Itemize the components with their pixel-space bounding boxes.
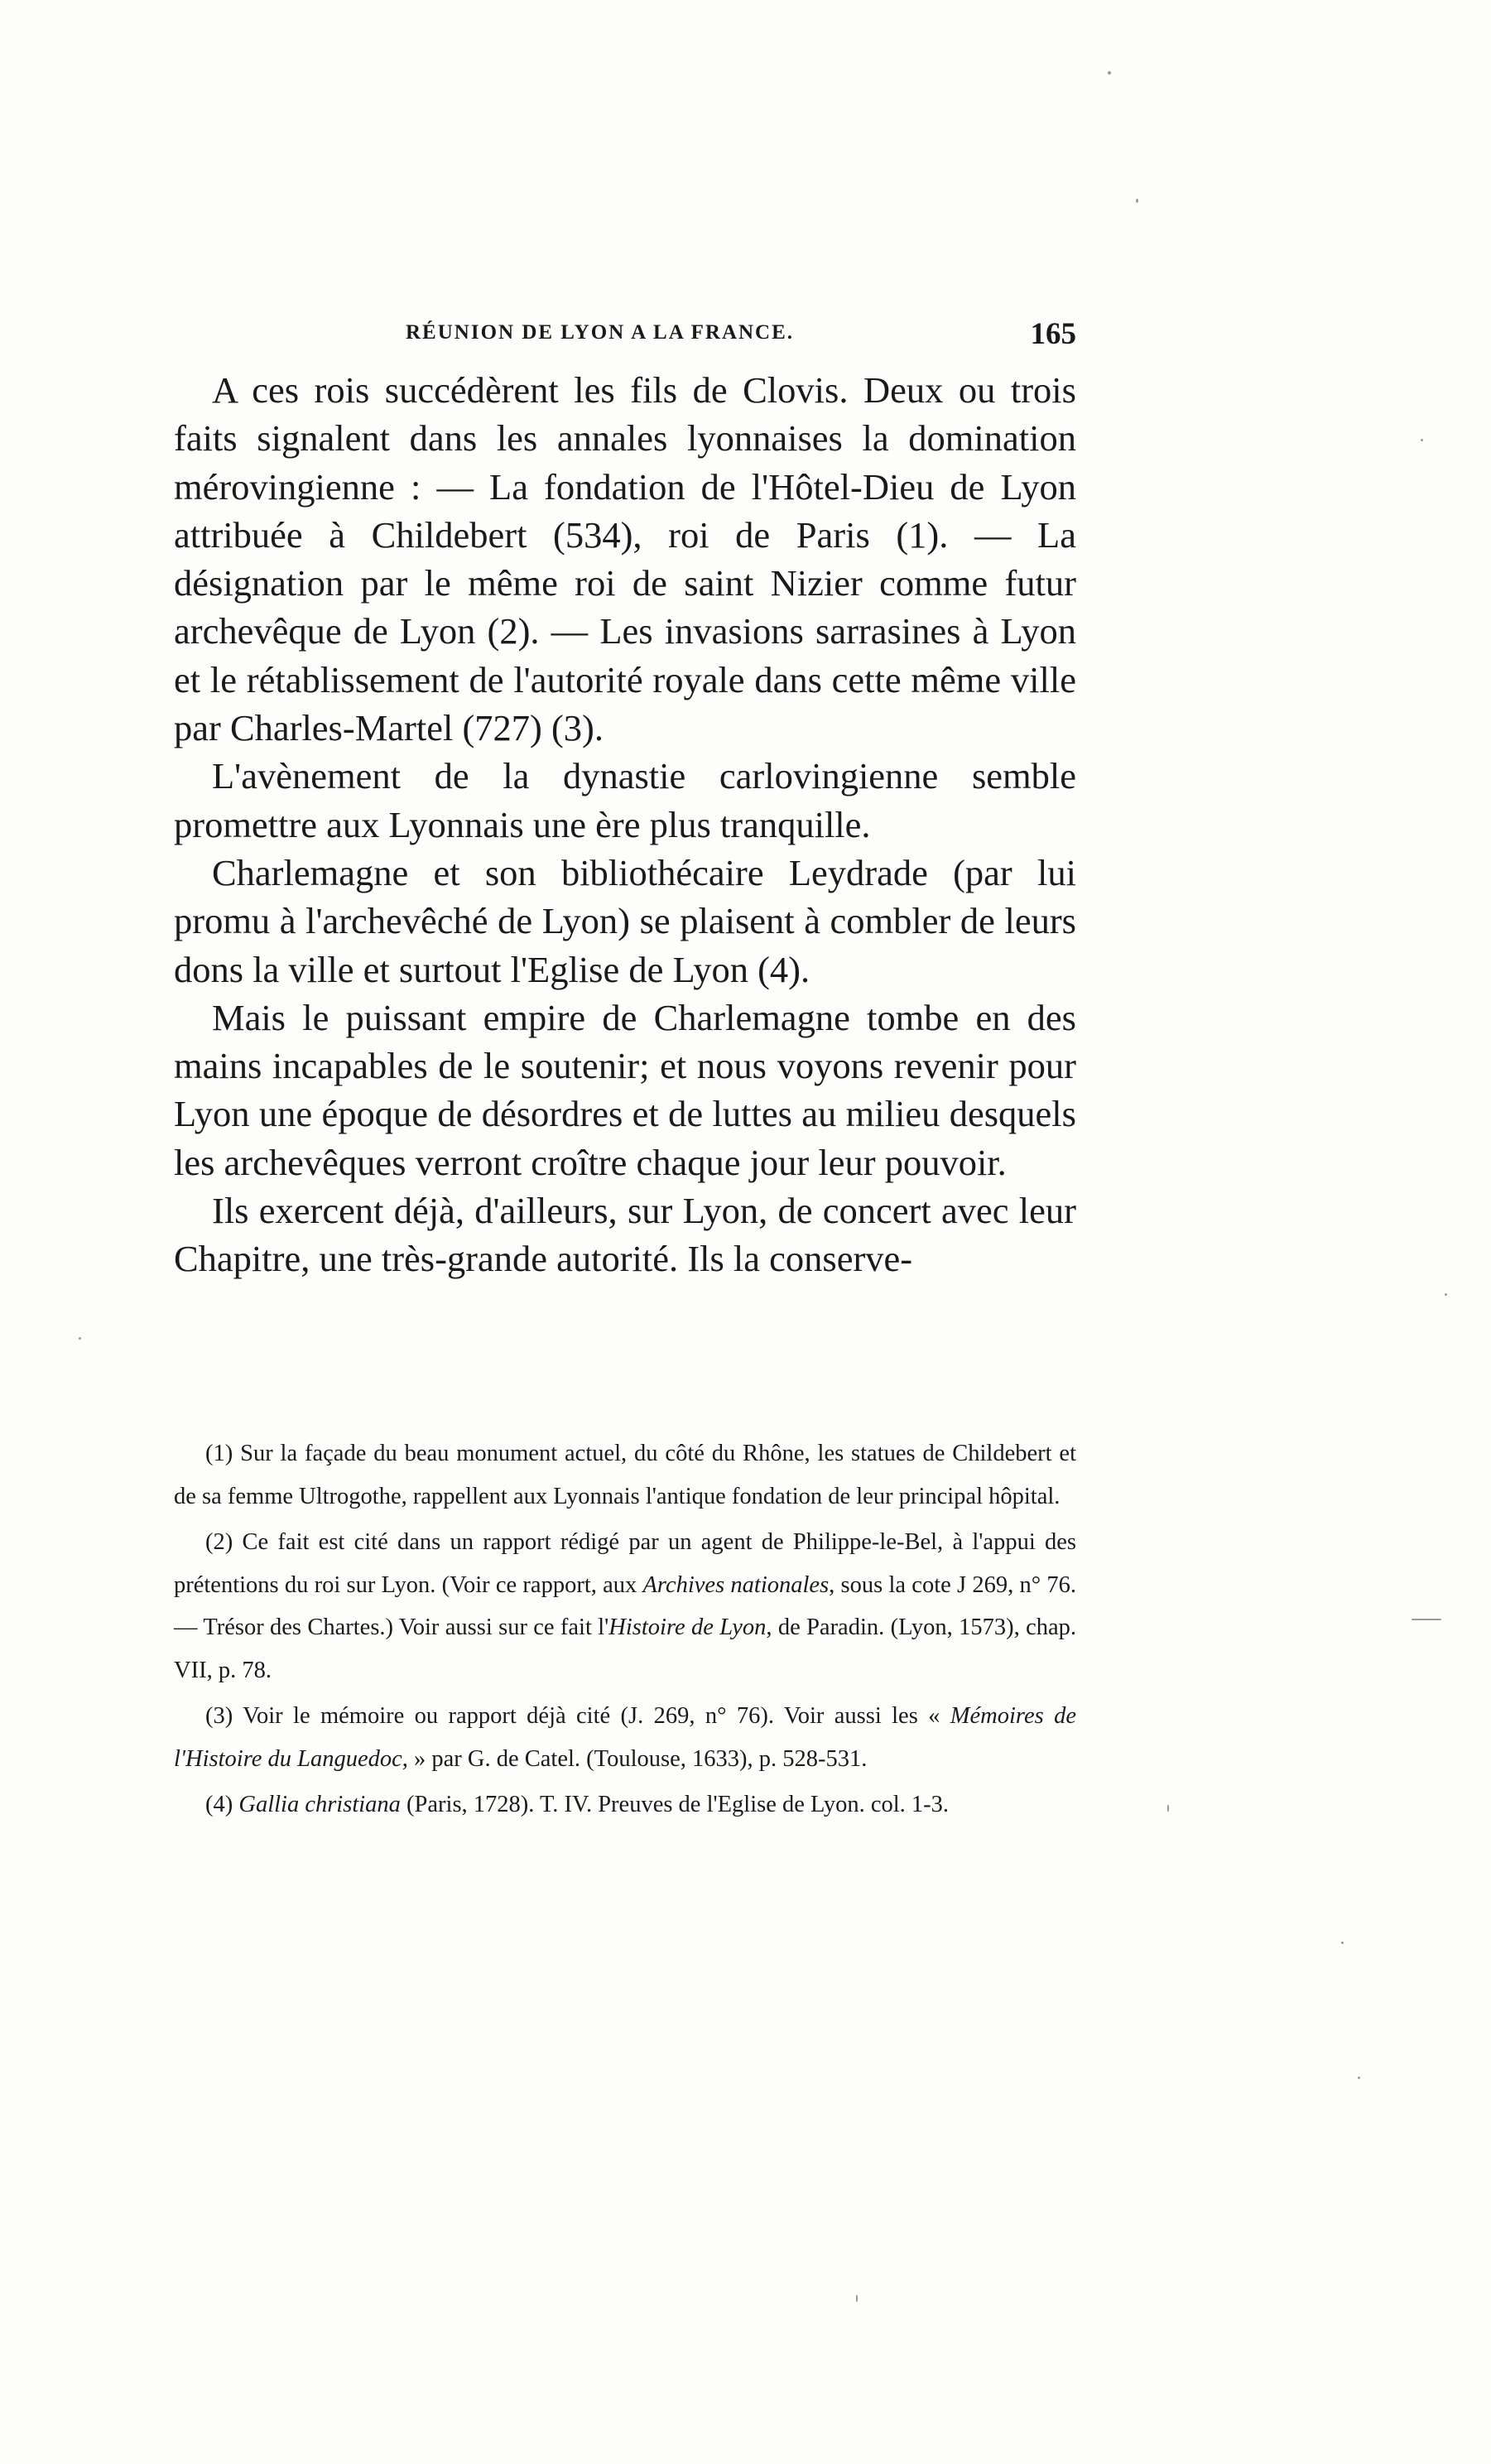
paragraph: Charlemagne et son bibliothécaire Leydrade (par lui promu à l'archevêché de Lyon) se plaisent à combler de leurs dons la ville et surtout l'Eglise de Lyon (4). [174, 851, 1076, 990]
scan-speck [1421, 439, 1423, 441]
footnote-italic: Gallia christiana [238, 1792, 401, 1817]
footnote-text: (Paris, 1728). T. IV. Preuves de l'Eglise de Lyon. col. 1-3. [400, 1792, 950, 1817]
scan-speck [1136, 199, 1138, 203]
scan-speck [1445, 1293, 1447, 1296]
footnote-text: (1) Sur la façade du beau monument actuel, du côté du Rhône, les statues de Childebert et de sa femme Ultrogothe, rappellent aux Lyonnais l'antique fondation de leur principal hôpital. [174, 1441, 1076, 1509]
page-number: 165 [1030, 317, 1076, 351]
footnote-italic: Archives nationales [642, 1571, 830, 1598]
scan-speck [1412, 1619, 1441, 1620]
paragraph: Ils exercent déjà, d'ailleurs, sur Lyon, de concert avec leur Chapitre, une très-grande autorité. Ils la conserve- [174, 1190, 1076, 1280]
footnote-2 [174, 1521, 1076, 1692]
footnote-italic: Mémoires de l'Histoire du Languedoc [174, 1703, 1076, 1772]
scan-speck [1167, 1805, 1169, 1812]
scan-speck [1358, 2077, 1360, 2079]
running-title: RÉUNION DE LYON A LA FRANCE. [406, 321, 795, 344]
footnote-text: (2) Ce fait est cité dans un rapport rédigé par un agent de Philippe-le-Bel, à l'appui des prétentions du roi sur Lyon. (Voir ce rapport, aux [174, 1529, 1076, 1598]
footnote-text: , » par G. de Catel. (Toulouse, 1633), p. 528-531. [402, 1745, 868, 1772]
page-header [174, 316, 1076, 358]
paragraph: L'avènement de la dynastie carlovingienne semble promettre aux Lyonnais une ère plus tranquille. [174, 755, 1076, 845]
footnotes [174, 1432, 1076, 1826]
footnote-text: , de Paradin. (Lyon, 1573), chap. VII, p. 78. [174, 1615, 1077, 1683]
footnote-text: (3) Voir le mémoire ou rapport déjà cité (J. 269, n° 76). Voir aussi les « [205, 1703, 950, 1729]
paragraph: A ces rois succédèrent les fils de Clovis. Deux ou trois faits signalent dans les annales lyonnaises la domination mérovingienne : — La fondation de l'Hôtel-Dieu de Lyon attribuée à Childebert (534), roi de Paris (1). — La désignation par le même roi de saint Nizier comme futur archevêque de Lyon (2). — Les invasions sarrasines à Lyon et le rétablissement de l'autorité royale dans cette même ville par Charles-Martel (727) (3). [174, 369, 1076, 749]
footnote-italic: Histoire de Lyon [608, 1615, 767, 1640]
main-text [174, 366, 1076, 1283]
footnote-1 [174, 1432, 1076, 1518]
scan-speck [1341, 1942, 1344, 1944]
footnote-3 [174, 1695, 1076, 1780]
scan-speck [856, 2295, 858, 2302]
paragraph: Mais le puissant empire de Charlemagne tombe en des mains incapables de le soutenir; et nous voyons revenir pour Lyon une époque de désordres et de luttes au milieu desquels les archevêques verront croître chaque jour leur pouvoir. [174, 996, 1076, 1183]
footnote-text: (4) [205, 1792, 239, 1817]
footnote-text: , sous la cote J 269, n° 76. — Trésor des Chartes.) Voir aussi sur ce fait l' [174, 1571, 1076, 1640]
scan-speck [1108, 71, 1111, 75]
scan-speck [79, 1337, 81, 1340]
footnote-4 [174, 1783, 1076, 1826]
